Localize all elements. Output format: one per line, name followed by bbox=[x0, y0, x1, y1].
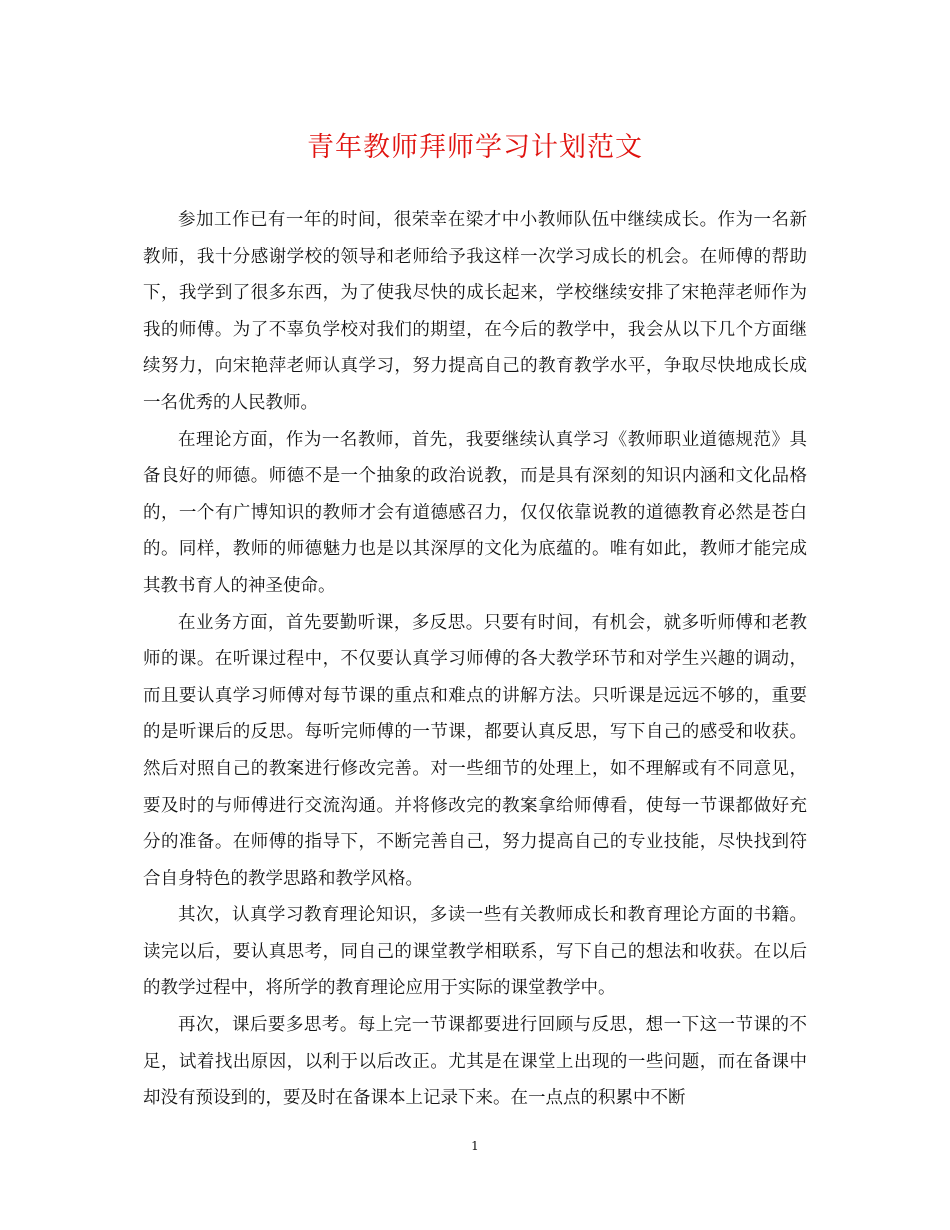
document-body bbox=[143, 202, 807, 1117]
document-title: 青年教师拜师学习计划范文 bbox=[307, 132, 643, 163]
paragraph-1: 参加工作已有一年的时间，很荣幸在梁才中小教师队伍中继续成长。作为一名新教师，我十分感谢学校的领导和老师给予我这样一次学习成长的机会。在师傅的帮助下，我学到了很多东西，为了使我尽快的成长起来，学校继续安排了宋艳萍老师作为我的师傅。为了不辜负学校对我们的期望，在今后的教学中，我会从以下几个方面继续努力，向宋艳萍老师认真学习，努力提高自己的教育教学水平，争取尽快地成长成一名优秀的人民教师。 bbox=[143, 210, 807, 413]
paragraph-3: 在业务方面，首先要勤听课，多反思。只要有时间，有机会，就多听师傅和老教师的课。在听课过程中，不仅要认真学习师傅的各大教学环节和对学生兴趣的调动，而且要认真学习师傅对每节课的重点和难点的讲解方法。只听课是远远不够的，重要的是听课后的反思。每听完师傅的一节课，都要认真反思，写下自己的感受和收获。然后对照自己的教案进行修改完善。对一些细节的处理上，如不理解或有不同意见，要及时的与师傅进行交流沟通。并将修改完的教案拿给师傅看，使每一节课都做好充分的准备。在师傅的指导下，不断完善自己，努力提高自己的专业技能，尽快找到符合自身特色的教学思路和教学风格。 bbox=[143, 612, 807, 889]
page-number: 1 bbox=[471, 1139, 479, 1153]
paragraph-5: 再次，课后要多思考。每上完一节课都要进行回顾与反思，想一下这一节课的不足，试着找出原因，以利于以后改正。尤其是在课堂上出现的一些问题，而在备课中却没有预设到的，要及时在备课本上记录下来。在一点点的积累中不断 bbox=[143, 1015, 807, 1109]
paragraph-2: 在理论方面，作为一名教师，首先，我要继续认真学习《教师职业道德规范》具备良好的师德。师德不是一个抽象的政治说教，而是具有深刻的知识内涵和文化品格的，一个有广博知识的教师才会有道德感召力，仅仅依靠说教的道德教育必然是苍白的。同样，教师的师德魅力也是以其深厚的文化为底蕴的。唯有如此，教师才能完成其教书育人的神圣使命。 bbox=[143, 429, 807, 596]
paragraph-4: 其次，认真学习教育理论知识，多读一些有关教师成长和教育理论方面的书籍。读完以后，要认真思考，同自己的课堂教学相联系，写下自己的想法和收获。在以后的教学过程中，将所学的教育理论应用于实际的课堂教学中。 bbox=[143, 905, 807, 999]
